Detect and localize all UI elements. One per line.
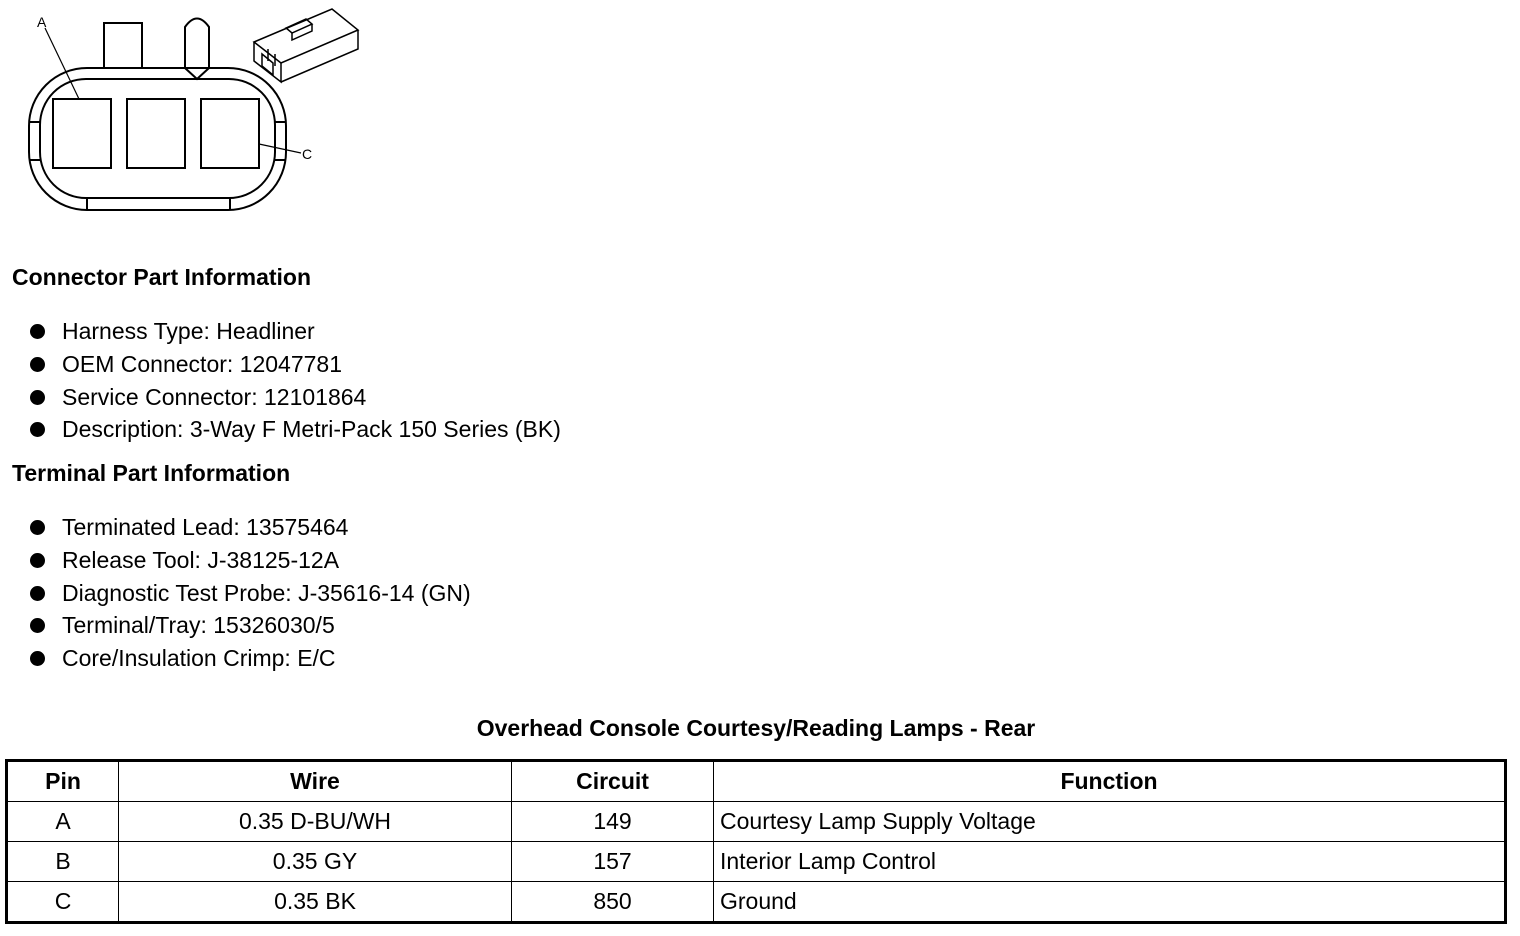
connector-body-outer: [29, 68, 286, 210]
cell-circuit: 149: [512, 802, 714, 842]
cell-wire: 0.35 D-BU/WH: [119, 802, 512, 842]
table-header-row: [7, 761, 1506, 802]
cell-function: Interior Lamp Control: [714, 842, 1506, 882]
cell-circuit: 157: [512, 842, 714, 882]
list-item: Diagnostic Test Probe: J-35616-14 (GN): [28, 577, 471, 610]
connector-isometric-icon: [254, 9, 358, 82]
latch-tab-pointed: [185, 19, 209, 80]
pin-label-a: A: [37, 14, 47, 30]
table-row: [7, 842, 1506, 882]
list-item: Service Connector: 12101864: [28, 381, 561, 414]
cavity-c: [201, 99, 259, 168]
cell-wire: 0.35 GY: [119, 842, 512, 882]
cell-wire: 0.35 BK: [119, 882, 512, 923]
list-item: OEM Connector: 12047781: [28, 348, 561, 381]
terminal-info-list: [28, 511, 471, 675]
cell-pin: A: [7, 802, 119, 842]
latch-tab-square: [104, 23, 142, 68]
pin-label-c: C: [302, 146, 313, 162]
list-item: Terminal/Tray: 15326030/5: [28, 609, 471, 642]
terminal-info-title: Terminal Part Information: [12, 460, 291, 486]
header-circuit: Circuit: [512, 761, 714, 802]
table-row: [7, 802, 1506, 842]
connector-info-title: Connector Part Information: [12, 264, 312, 290]
cavity-a: [53, 99, 111, 168]
connector-diagram: [0, 0, 380, 225]
list-item: Release Tool: J-38125-12A: [28, 544, 471, 577]
list-item: Terminated Lead: 13575464: [28, 511, 471, 544]
list-item: Core/Insulation Crimp: E/C: [28, 642, 471, 675]
cell-function: Courtesy Lamp Supply Voltage: [714, 802, 1506, 842]
header-pin: Pin: [7, 761, 119, 802]
table-title: Overhead Console Courtesy/Reading Lamps - Rear: [476, 715, 1036, 741]
list-item: Harness Type: Headliner: [28, 315, 561, 348]
list-item: Description: 3-Way F Metri-Pack 150 Series (BK): [28, 413, 561, 446]
cell-pin: B: [7, 842, 119, 882]
table-row: [7, 882, 1506, 923]
connector-info-list: [28, 315, 561, 446]
header-function: Function: [714, 761, 1506, 802]
cavity-b: [127, 99, 185, 168]
pinout-table: [5, 759, 1507, 924]
cell-circuit: 850: [512, 882, 714, 923]
cell-pin: C: [7, 882, 119, 923]
header-wire: Wire: [119, 761, 512, 802]
connector-body-inner: [40, 79, 275, 198]
cell-function: Ground: [714, 882, 1506, 923]
